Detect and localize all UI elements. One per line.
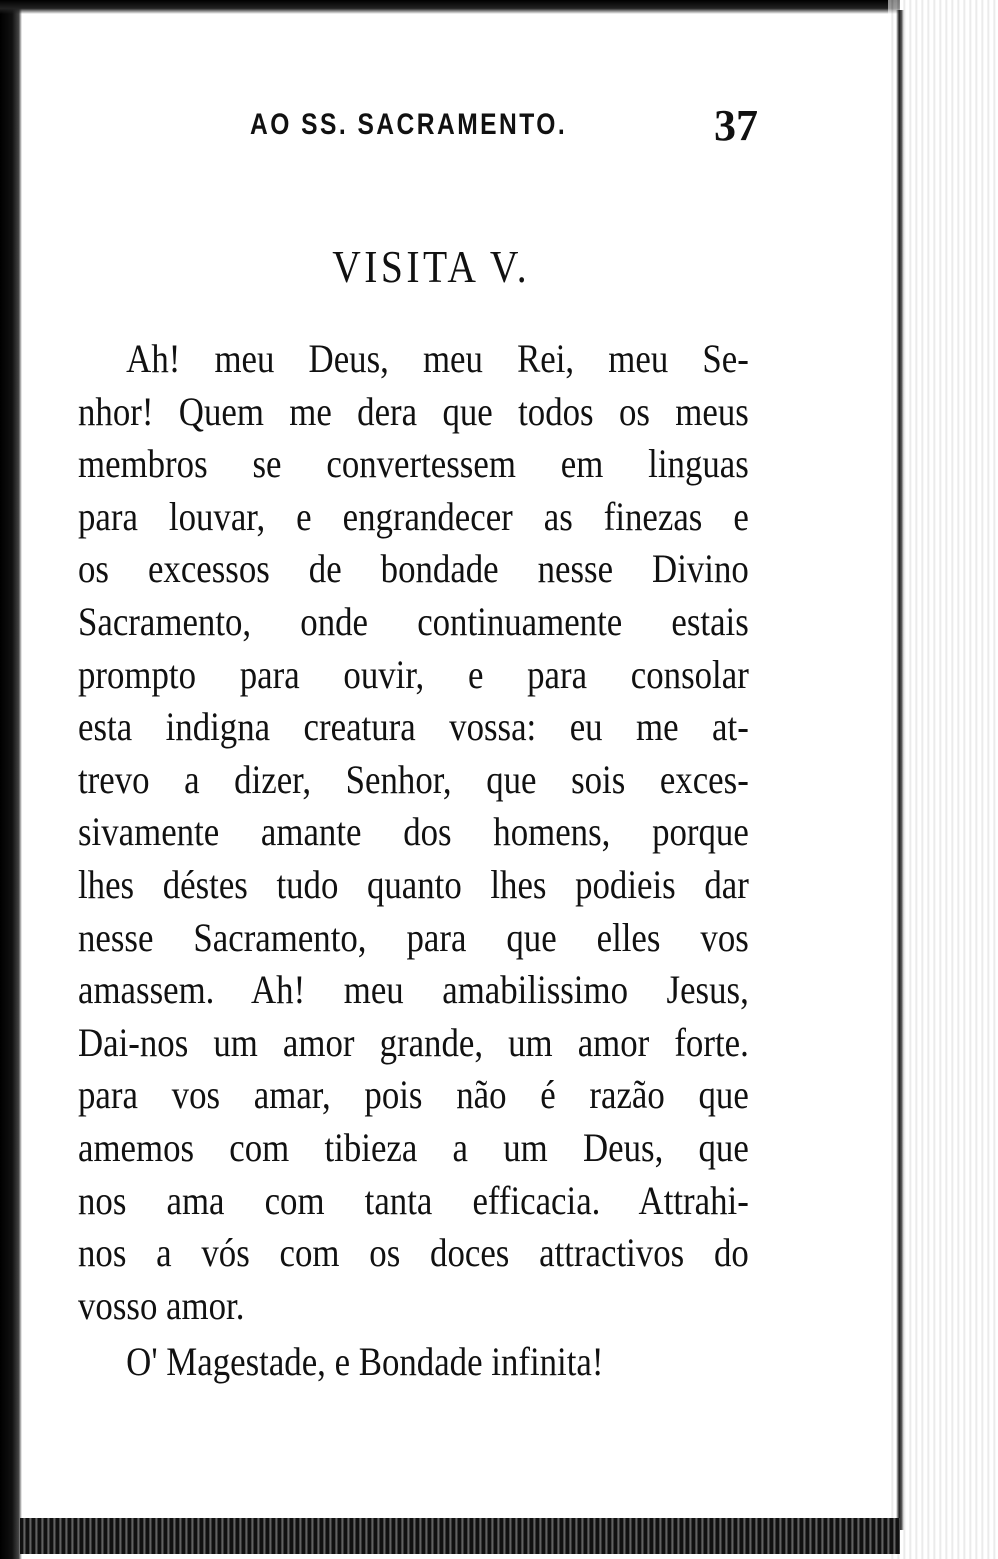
text-line: Sacramento, onde continuamente estais	[78, 598, 749, 644]
scan-top-edge	[0, 0, 900, 14]
text-line: os excessos de bondade nesse Divino	[78, 546, 749, 592]
text-line: Ah! meu Deus, meu Rei, meu Se-	[126, 336, 749, 381]
paragraph-2	[78, 1336, 750, 1389]
text-line: nesse Sacramento, para que elles vos	[78, 914, 749, 960]
scan-left-edge	[0, 0, 22, 1559]
text-line: membros se convertessem em linguas	[78, 441, 749, 487]
scan-bottom-edge	[20, 1518, 900, 1554]
text-line: nhor! Quem me dera que todos os meus	[78, 388, 749, 434]
text-line: amemos com tibieza a um Deus, que	[78, 1124, 749, 1170]
text-line: amassem. Ah! meu amabilissimo Jesus,	[78, 967, 749, 1013]
text-line: para louvar, e engrandecer as finezas e	[78, 493, 749, 539]
text-line: Dai-nos um amor grande, um amor forte.	[78, 1019, 749, 1065]
text-line: vosso amor.	[78, 1282, 245, 1328]
section-title: VISITA V.	[332, 241, 531, 292]
text-line: para vos amar, pois não é razão que	[78, 1072, 749, 1118]
text-line: esta indigna creatura vossa: eu me at-	[78, 704, 749, 750]
text-line: prompto para ouvir, e para consolar	[78, 651, 749, 697]
text-line: lhes déstes tudo quanto lhes podieis dar	[78, 861, 749, 907]
running-title: AO SS. SACRAMENTO.	[250, 108, 568, 141]
paragraph-1	[78, 333, 750, 1332]
scan-right-edge	[888, 0, 998, 1559]
book-page	[78, 100, 758, 1389]
text-line: sivamente amante dos homens, porque	[78, 809, 749, 855]
text-line: trevo a dizer, Senhor, que sois exces-	[78, 756, 749, 802]
running-head	[78, 100, 758, 162]
text-line: nos ama com tanta efficacia. Attrahi-	[78, 1177, 749, 1223]
text-line: O' Magestade, e Bondade infinita!	[126, 1339, 604, 1385]
text-line: nos a vós com os doces attractivos do	[78, 1230, 749, 1276]
page-fold-line	[896, 10, 904, 1530]
page-number: 37	[714, 101, 758, 150]
